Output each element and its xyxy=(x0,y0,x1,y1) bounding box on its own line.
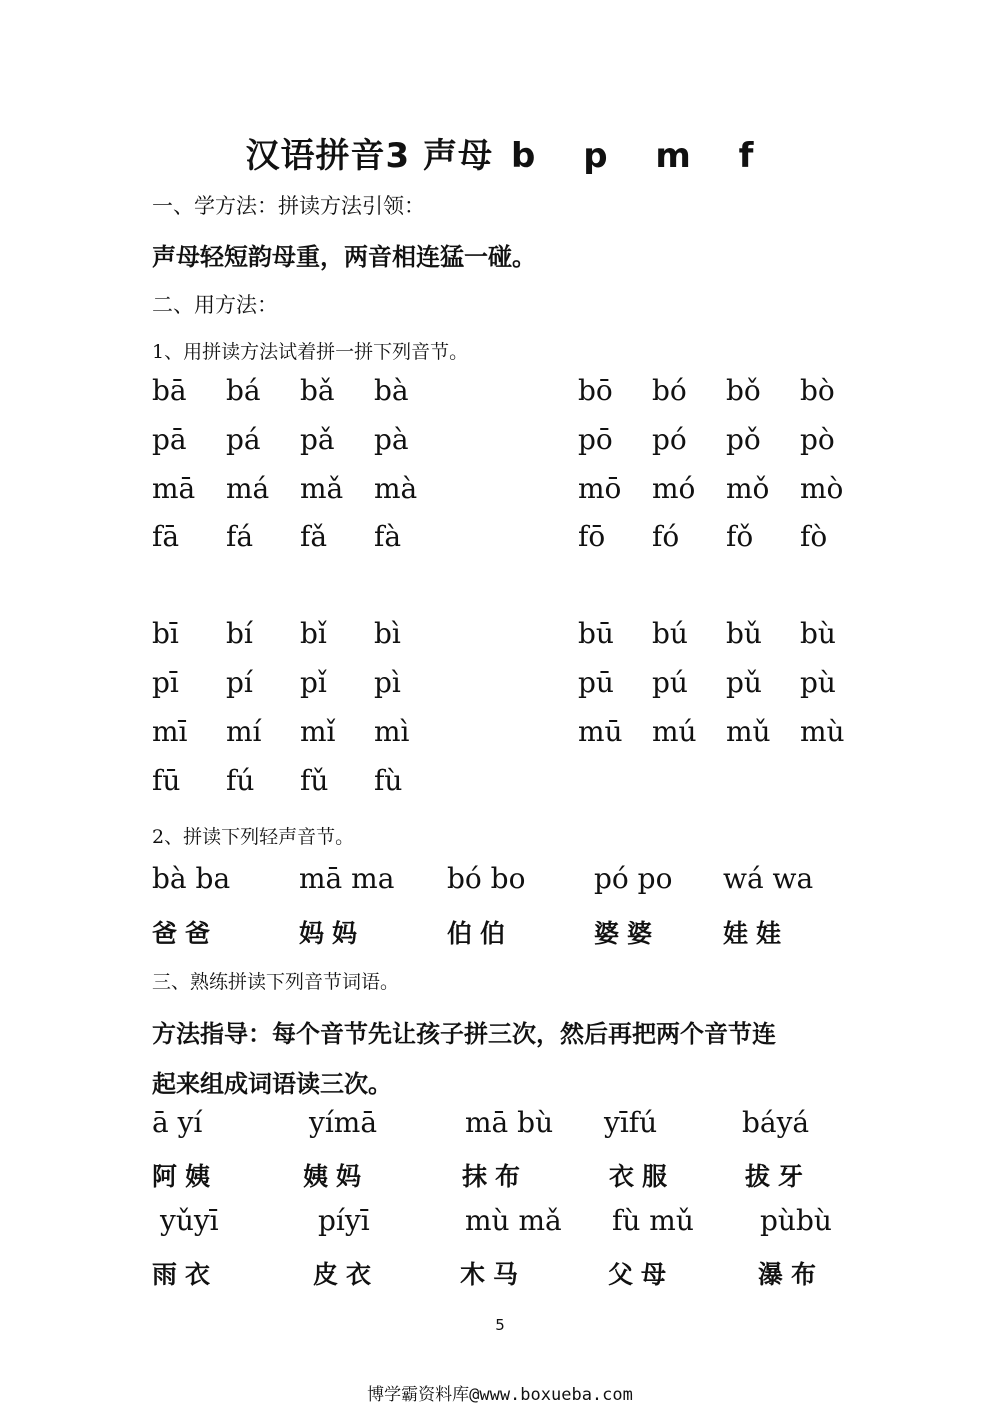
syllable: bú xyxy=(652,617,688,650)
word-pinyin: píyī xyxy=(318,1204,370,1237)
syllable: fō xyxy=(578,520,606,553)
syllable: pǐ xyxy=(300,666,327,699)
syllable: pā xyxy=(152,423,187,456)
word-hanzi: 抹布 xyxy=(462,1162,529,1191)
syllable: mí xyxy=(226,715,262,748)
syllable: bù xyxy=(800,617,836,650)
syllable: bǐ xyxy=(300,617,327,650)
syllable: mì xyxy=(374,715,410,748)
syllable: pō xyxy=(578,423,613,456)
syllable: pí xyxy=(226,666,253,699)
syllable: bì xyxy=(374,617,401,650)
syllable: pì xyxy=(374,666,401,699)
syllable: bò xyxy=(800,374,835,407)
syllable: fó xyxy=(652,520,680,553)
syllable: pò xyxy=(800,423,835,456)
neutral-tone-hanzi: 妈妈 xyxy=(299,919,366,948)
syllable: pà xyxy=(374,423,409,456)
syllable: pū xyxy=(578,666,614,699)
word-hanzi: 父母 xyxy=(608,1260,675,1289)
syllable: bà xyxy=(374,374,409,407)
syllable: fǒ xyxy=(726,520,754,553)
neutral-tone-hanzi: 婆婆 xyxy=(594,919,661,948)
syllable: pī xyxy=(152,666,179,699)
title-letters: b p m f xyxy=(511,136,755,176)
syllable: mā xyxy=(152,472,196,505)
title-main: 汉语拼音3 声母 xyxy=(245,136,494,176)
page-title xyxy=(0,128,1000,177)
section2-heading: 二、用方法： xyxy=(152,293,278,317)
neutral-tone-hanzi: 娃娃 xyxy=(723,919,790,948)
method-guide-line1: 方法指导：每个音节先让孩子拼三次，然后再把两个音节连 xyxy=(152,1020,776,1048)
syllable: fà xyxy=(374,520,402,553)
word-pinyin: pùbù xyxy=(760,1204,832,1237)
syllable: mò xyxy=(800,472,844,505)
neutral-tone-pinyin: wá wa xyxy=(723,862,814,895)
syllable: bǔ xyxy=(726,617,762,650)
syllable: fū xyxy=(152,764,181,797)
section1-heading: 一、学方法：拼读方法引领： xyxy=(152,194,425,218)
word-hanzi: 姨妈 xyxy=(303,1162,370,1191)
syllable: bō xyxy=(578,374,613,407)
syllable: bū xyxy=(578,617,614,650)
neutral-tone-hanzi: 伯伯 xyxy=(447,919,514,948)
syllable: mó xyxy=(652,472,696,505)
syllable: mà xyxy=(374,472,418,505)
syllable: mú xyxy=(652,715,697,748)
footer-source: 博学霸资料库@www.boxueba.com xyxy=(367,1385,633,1405)
syllable: mū xyxy=(578,715,623,748)
syllable: fǔ xyxy=(300,764,329,797)
syllable: pǎ xyxy=(300,423,335,456)
word-hanzi: 拔牙 xyxy=(745,1162,812,1191)
word-pinyin: fù mǔ xyxy=(612,1204,694,1237)
syllable: pǔ xyxy=(726,666,762,699)
syllable: fù xyxy=(374,764,403,797)
syllable: bá xyxy=(226,374,261,407)
syllable: bī xyxy=(152,617,179,650)
syllable: mī xyxy=(152,715,188,748)
word-hanzi: 瀑布 xyxy=(758,1260,825,1289)
neutral-tone-hanzi: 爸爸 xyxy=(152,919,219,948)
word-hanzi: 木马 xyxy=(460,1260,527,1289)
word-hanzi: 皮衣 xyxy=(313,1260,380,1289)
syllable: má xyxy=(226,472,270,505)
syllable: pó xyxy=(652,423,687,456)
step1-instruction: 1、用拼读方法试着拼一拼下列音节。 xyxy=(152,341,469,363)
word-pinyin: báyá xyxy=(742,1106,810,1139)
neutral-tone-pinyin: bó bo xyxy=(447,862,526,895)
step2-instruction: 2、拼读下列轻声音节。 xyxy=(152,826,355,848)
syllable: mǒ xyxy=(726,472,770,505)
word-hanzi: 阿姨 xyxy=(152,1162,219,1191)
word-pinyin: yǔyī xyxy=(160,1204,219,1237)
neutral-tone-pinyin: bà ba xyxy=(152,862,231,895)
syllable: mù xyxy=(800,715,845,748)
method-guide-line2: 起来组成词语读三次。 xyxy=(152,1070,392,1098)
section3-heading: 三、熟练拼读下列音节词语。 xyxy=(152,971,400,993)
syllable: mǐ xyxy=(300,715,336,748)
syllable: pá xyxy=(226,423,261,456)
neutral-tone-pinyin: pó po xyxy=(594,862,673,895)
neutral-tone-pinyin: mā ma xyxy=(299,862,395,895)
syllable: pú xyxy=(652,666,688,699)
syllable: mō xyxy=(578,472,622,505)
syllable: bā xyxy=(152,374,187,407)
word-pinyin: ā yí xyxy=(152,1106,203,1139)
syllable: fò xyxy=(800,520,828,553)
syllable: bí xyxy=(226,617,253,650)
word-hanzi: 衣服 xyxy=(609,1162,676,1191)
syllable: mǔ xyxy=(726,715,771,748)
reading-rule: 声母轻短韵母重，两音相连猛一碰。 xyxy=(152,243,536,271)
syllable: fá xyxy=(226,520,254,553)
syllable: fā xyxy=(152,520,180,553)
syllable: pù xyxy=(800,666,836,699)
syllable: bǎ xyxy=(300,374,335,407)
syllable: mǎ xyxy=(300,472,344,505)
word-pinyin: yímā xyxy=(309,1106,378,1139)
syllable: pǒ xyxy=(726,423,761,456)
syllable: bǒ xyxy=(726,374,761,407)
syllable: fú xyxy=(226,764,255,797)
word-pinyin: mā bù xyxy=(465,1106,554,1139)
syllable: fǎ xyxy=(300,520,328,553)
page-number: 5 xyxy=(495,1316,505,1334)
word-hanzi: 雨衣 xyxy=(152,1260,219,1289)
syllable: bó xyxy=(652,374,687,407)
word-pinyin: mù mǎ xyxy=(465,1204,562,1237)
word-pinyin: yīfú xyxy=(604,1106,658,1139)
